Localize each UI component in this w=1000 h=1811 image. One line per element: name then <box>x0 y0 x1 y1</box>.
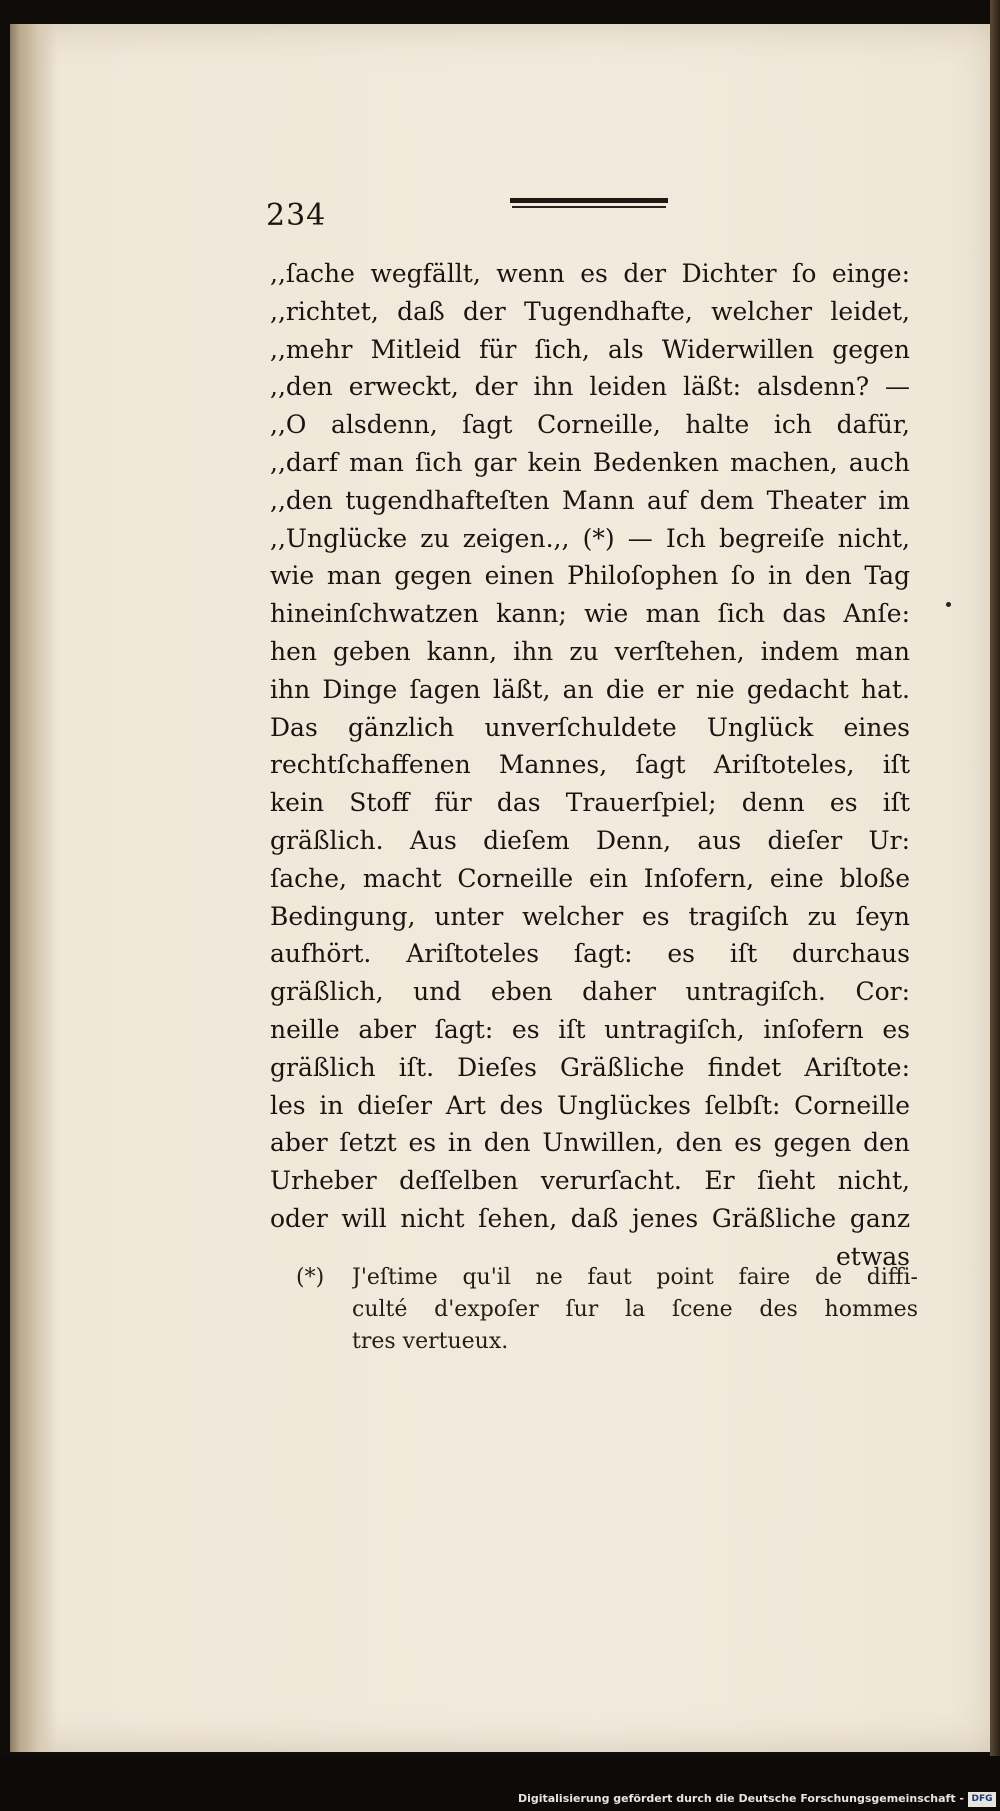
text-line: kein Stoff für das Trauerſpiel; denn es iſt <box>270 788 910 818</box>
text-line: les in dieſer Art des Unglückes ſelbſt: Corneille <box>270 1090 910 1120</box>
text-line: ,,ſache wegfällt, wenn es der Dichter ſo einge: <box>270 259 910 288</box>
text-line: ,,den tugendhafteſten Mann auf dem Theater im <box>270 485 910 515</box>
catchword: etwas <box>836 1241 910 1271</box>
text-line: oder will nicht ſehen, daß jenes Gräßliche ganz <box>270 1203 910 1233</box>
header-rule-thick <box>510 198 668 203</box>
text-line: ,,den erweckt, der ihn leiden läßt: alsdenn? — <box>270 372 910 402</box>
text-line: aber ſetzt es in den Unwillen, den es gegen den <box>270 1128 910 1158</box>
text-line: Bedingung, unter welcher es tragiſch zu ſeyn <box>270 901 910 931</box>
text-line: ,,richtet, daß der Tugendhafte, welcher leidet, <box>270 296 910 326</box>
text-line: rechtſchaffenen Mannes, ſagt Ariſtoteles, iſt <box>270 750 910 780</box>
text-line: gräßlich. Aus dieſem Denn, aus dieſer Ur: <box>270 825 910 855</box>
page-gutter-edge <box>10 24 58 1752</box>
text-line: ,,Unglücke zu zeigen.,, (*) — Ich begreiſe nicht, <box>270 523 910 553</box>
text-line: gräßlich, und eben daher untragiſch. Cor: <box>270 977 910 1007</box>
digitization-credit: Digitalisierung gefördert durch die Deutsche Forschungsgemeinschaft - <box>517 1792 964 1805</box>
footnote <box>296 1262 918 1358</box>
dfg-logo: DFG <box>968 1792 996 1807</box>
text-line: neille aber ſagt: es iſt untragiſch, inſofern es <box>270 1014 910 1044</box>
text-line: hineinſchwatzen kann; wie man ſich das Anſe: <box>270 599 910 629</box>
footnote-body <box>352 1262 918 1358</box>
text-line: ,,O alsdenn, ſagt Corneille, halte ich dafür, <box>270 410 910 440</box>
header-rule <box>510 198 668 212</box>
scan-footer <box>0 1756 1000 1811</box>
text-line: hen geben kann, ihn zu verſtehen, indem man <box>270 636 910 666</box>
page-number: 234 <box>266 198 327 233</box>
header-rule-thin <box>512 206 666 208</box>
text-line: Urheber deſſelben verurſacht. Er ſieht nicht, <box>270 1166 910 1196</box>
text-line: aufhört. Ariſtoteles ſagt: es iſt durchaus <box>270 939 910 969</box>
book-edge <box>990 0 1000 1811</box>
text-line: ſache, macht Corneille ein Inſofern, eine bloße <box>270 863 910 893</box>
footnote-line: culté d'expoſer ſur la ſcene des hommes <box>352 1297 918 1322</box>
text-line: ,,mehr Mitleid für ſich, als Widerwillen gegen <box>270 334 910 364</box>
text-line: ,,darf man ſich gar kein Bedenken machen, auch <box>270 447 910 477</box>
footnote-line: tres vertueux. <box>352 1329 509 1354</box>
footnote-line: J'eſtime qu'il ne faut point faire de diffi- <box>352 1265 918 1290</box>
footnote-mark: (*) <box>296 1265 325 1290</box>
text-line: gräßlich iſt. Dieſes Gräßliche findet Ariſtote: <box>270 1052 910 1082</box>
text-line: ihn Dinge ſagen läßt, an die er nie gedacht hat. <box>270 674 910 704</box>
body-text <box>270 255 910 1276</box>
ink-speck <box>946 602 951 607</box>
text-line: Das gänzlich unverſchuldete Unglück eines <box>270 712 910 742</box>
text-line: wie man gegen einen Philoſophen ſo in den Tag <box>270 561 910 591</box>
